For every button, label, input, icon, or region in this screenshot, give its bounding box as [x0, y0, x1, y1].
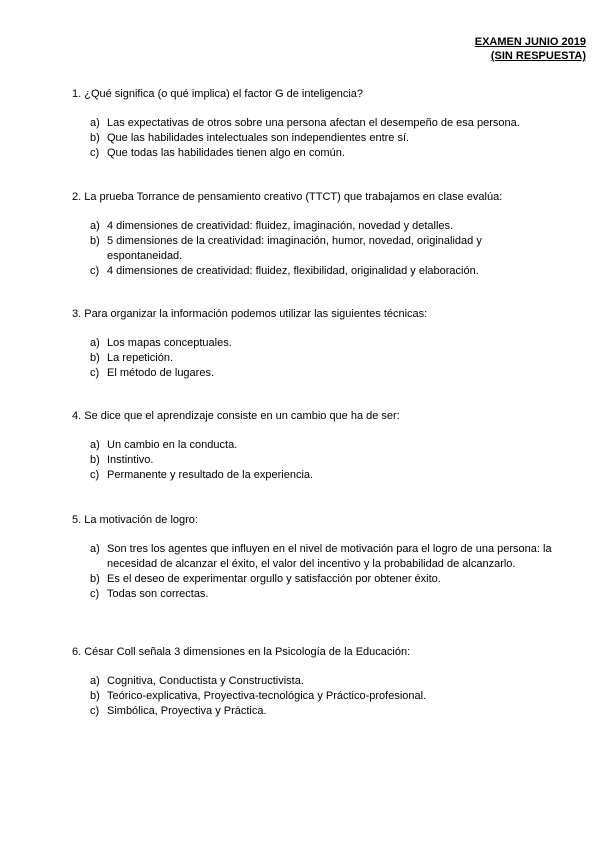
question-text: 5. La motivación de logro:: [72, 514, 198, 526]
question-text: 3. Para organizar la información podemos utilizar las siguientes técnicas:: [72, 308, 428, 320]
option-text: Cognitiva, Conductista y Constructivista.: [107, 675, 304, 687]
option-text: La repetición.: [107, 352, 174, 364]
options-list: [72, 116, 552, 161]
option-text: 4 dimensiones de creatividad: fluidez, flexibilidad, originalidad y elaboración.: [107, 265, 479, 277]
option-c: [72, 264, 552, 279]
question-text: 1. ¿Qué significa (o qué implica) el factor G de inteligencia?: [72, 88, 364, 100]
option-text: Simbólica, Proyectiva y Práctica.: [107, 705, 267, 717]
option-letter: a): [90, 117, 100, 129]
option-text: Son tres los agentes que influyen en el nivel de motivación para el logro de una persona: la necesidad de alcanzar el éxito, el valor del incentivo y la probabilidad de alcanzarlo.: [107, 543, 552, 570]
option-text: El método de lugares.: [107, 367, 215, 379]
option-a: [72, 336, 552, 351]
option-text: Teórico-explicativa, Proyectiva-tecnológica y Práctico-profesional.: [107, 690, 427, 702]
option-text: Permanente y resultado de la experiencia.: [107, 469, 314, 481]
options-list: [72, 542, 552, 602]
option-b: [72, 689, 552, 704]
option-letter: a): [90, 220, 100, 232]
option-letter: c): [90, 265, 100, 277]
question-1: [72, 87, 552, 161]
question-3: [72, 307, 552, 381]
option-a: [72, 674, 552, 689]
options-list: [72, 438, 552, 483]
option-text: 4 dimensiones de creatividad: fluidez, imaginación, novedad y detalles.: [107, 220, 454, 232]
option-b: [72, 234, 552, 264]
exam-header: [475, 35, 586, 63]
option-c: [72, 366, 552, 381]
option-letter: c): [90, 469, 100, 481]
exam-title: EXAMEN JUNIO 2019: [474, 36, 586, 48]
option-b: [72, 351, 552, 366]
option-text: Que las habilidades intelectuales son independientes entre sí.: [107, 132, 410, 144]
options-list: [72, 219, 552, 279]
option-text: Las expectativas de otros sobre una persona afectan el desempeño de esa persona.: [107, 117, 520, 129]
option-letter: a): [90, 675, 100, 687]
option-text: Que todas las habilidades tienen algo en común.: [107, 147, 345, 159]
option-a: [72, 542, 552, 572]
question-5: [72, 513, 552, 602]
option-a: [72, 219, 552, 234]
option-letter: b): [90, 690, 100, 702]
option-b: [72, 572, 552, 587]
question-text: 6. César Coll señala 3 dimensiones en la Psicología de la Educación:: [72, 646, 411, 658]
option-a: [72, 438, 552, 453]
option-letter: c): [90, 588, 100, 600]
option-c: [72, 587, 552, 602]
option-text: Un cambio en la conducta.: [107, 439, 238, 451]
option-c: [72, 468, 552, 483]
option-text: 5 dimensiones de la creatividad: imaginación, humor, novedad, originalidad y espontaneidad.: [107, 235, 482, 262]
option-letter: a): [90, 337, 100, 349]
options-list: [72, 674, 552, 719]
exam-subtitle: (SIN RESPUESTA): [490, 50, 586, 62]
question-2: [72, 190, 552, 279]
question-6: [72, 645, 552, 719]
question-text: 4. Se dice que el aprendizaje consiste en un cambio que ha de ser:: [72, 410, 400, 422]
option-letter: a): [90, 543, 100, 555]
options-list: [72, 336, 552, 381]
option-letter: c): [90, 367, 100, 379]
question-4: [72, 409, 552, 483]
option-letter: c): [90, 705, 100, 717]
question-text: 2. La prueba Torrance de pensamiento creativo (TTCT) que trabajamos en clase evalúa:: [72, 191, 503, 203]
option-letter: b): [90, 573, 100, 585]
option-text: Instintivo.: [107, 454, 154, 466]
option-letter: b): [90, 132, 100, 144]
option-letter: b): [90, 454, 100, 466]
option-b: [72, 453, 552, 468]
option-letter: a): [90, 439, 100, 451]
option-letter: b): [90, 235, 100, 247]
option-text: Es el deseo de experimentar orgullo y satisfacción por obtener éxito.: [107, 573, 441, 585]
option-b: [72, 131, 552, 146]
option-text: Todas son correctas.: [107, 588, 209, 600]
option-a: [72, 116, 552, 131]
option-letter: b): [90, 352, 100, 364]
option-text: Los mapas conceptuales.: [107, 337, 232, 349]
option-c: [72, 704, 552, 719]
option-letter: c): [90, 147, 100, 159]
option-c: [72, 146, 552, 161]
